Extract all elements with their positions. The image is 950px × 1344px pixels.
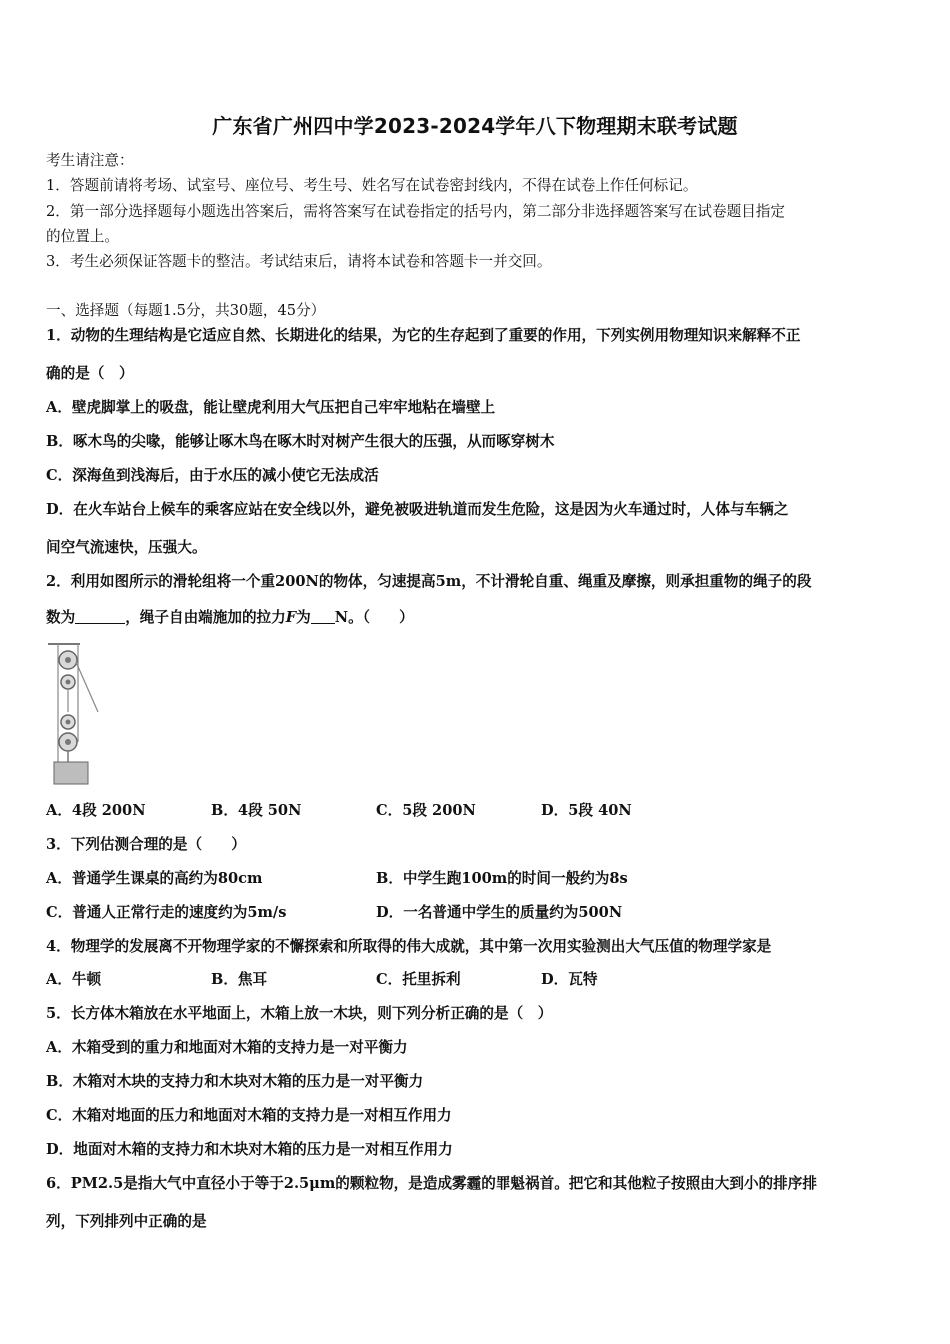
q1-option-a: A．壁虎脚掌上的吸盘，能让壁虎利用大气压把自己牢牢地粘在墙壁上 xyxy=(46,399,496,416)
q2-text-c: 为 xyxy=(296,609,311,626)
q2-text-a: 数为 xyxy=(46,609,76,626)
q2-stem-line2 xyxy=(46,608,908,628)
q4-stem: 4．物理学的发展离不开物理学家的不懈探索和所取得的伟大成就，其中第一次用实验测出大气压值的物理学家是 xyxy=(46,938,772,955)
q4-option-c: C．托里拆利 xyxy=(376,971,461,988)
q1-stem-line1: 1．动物的生理结构是它适应自然、长期进化的结果，为它的生存起到了重要的作用，下列实例用物理知识来解释不正 xyxy=(46,327,801,344)
notice-item-1: 1．答题前请将考场、试室号、座位号、考生号、姓名写在试卷密封线内，不得在试卷上作任何标记。 xyxy=(46,177,698,194)
section-heading: 一、选择题（每题1.5分，共30题，45分） xyxy=(46,302,326,319)
q1-option-c: C．深海鱼到浅海后，由于水压的减小使它无法成活 xyxy=(46,467,379,484)
pulley-figure xyxy=(46,642,106,790)
q2-stem-line1: 2．利用如图所示的滑轮组将一个重200N的物体，匀速提高5m，不计滑轮自重、绳重及摩擦，则承担重物的绳子的段 xyxy=(46,573,812,590)
q6-stem-line2: 列，下列排列中正确的是 xyxy=(46,1213,207,1230)
q1-option-b: B．啄木鸟的尖喙，能够让啄木鸟在啄木时对树产生很大的压强，从而啄穿树木 xyxy=(46,433,555,450)
q3-options-row2 xyxy=(46,903,908,923)
notice-heading: 考生请注意： xyxy=(46,152,134,169)
q2-var-f: F xyxy=(285,609,297,626)
q3-option-d: D．一名普通中学生的质量约为500N xyxy=(376,904,623,921)
notice-item-2: 2．第一部分选择题每小题选出答案后，需将答案写在试卷指定的括号内，第二部分非选择题答案写在试卷题目指定 xyxy=(46,203,785,220)
q4-option-b: B．焦耳 xyxy=(211,971,268,988)
q3-options-row1 xyxy=(46,869,908,889)
q5-option-a: A．木箱受到的重力和地面对木箱的支持力是一对平衡力 xyxy=(46,1039,408,1056)
q2-option-a: A．4段 200N xyxy=(46,802,146,819)
q6-stem-line1: 6．PM2.5是指大气中直径小于等于2.5μm的颗粒物，是造成雾霾的罪魁祸首。把它和其他粒子按照由大到小的排序排 xyxy=(46,1175,817,1192)
notice-item-3: 3．考生必须保证答题卡的整洁。考试结束后，请将本试卷和答题卡一并交回。 xyxy=(46,253,552,270)
q4-options xyxy=(46,970,908,990)
q2-option-b: B．4段 50N xyxy=(211,802,302,819)
q3-option-b: B．中学生跑100m的时间一般约为8s xyxy=(376,870,628,887)
q3-option-a: A．普通学生课桌的高约为80cm xyxy=(46,870,263,887)
answer-blank-2[interactable] xyxy=(311,609,335,624)
q5-option-c: C．木箱对地面的压力和地面对木箱的支持力是一对相互作用力 xyxy=(46,1107,452,1124)
q1-option-d: D．在火车站台上候车的乘客应站在安全线以外，避免被吸进轨道而发生危险，这是因为火车通过时，人体与车辆之 xyxy=(46,501,789,518)
q2-text-b: ，绳子自由端施加的拉力 xyxy=(125,609,286,626)
q2-option-d: D．5段 40N xyxy=(541,802,632,819)
notice-item-2-cont: 的位置上。 xyxy=(46,228,119,245)
q5-option-d: D．地面对木箱的支持力和木块对木箱的压力是一对相互作用力 xyxy=(46,1141,453,1158)
q4-option-d: D．瓦特 xyxy=(541,971,598,988)
q5-stem: 5．长方体木箱放在水平地面上，木箱上放一木块，则下列分析正确的是（ ） xyxy=(46,1005,553,1022)
q3-stem: 3．下列估测合理的是（ ） xyxy=(46,836,246,853)
q4-option-a: A．牛顿 xyxy=(46,971,102,988)
answer-blank-1[interactable] xyxy=(75,609,125,624)
q2-text-d: N。（ ） xyxy=(334,609,414,626)
exam-title: 广东省广州四中学2023-2024学年八下物理期末联考试题 xyxy=(212,114,738,138)
q1-stem-line2: 确的是（ ） xyxy=(46,365,134,382)
q1-option-d-cont: 间空气流速快，压强大。 xyxy=(46,539,207,556)
q2-option-c: C．5段 200N xyxy=(376,802,476,819)
q3-option-c: C．普通人正常行走的速度约为5m/s xyxy=(46,904,287,921)
q5-option-b: B．木箱对木块的支持力和木块对木箱的压力是一对平衡力 xyxy=(46,1073,424,1090)
q2-options xyxy=(46,801,908,821)
